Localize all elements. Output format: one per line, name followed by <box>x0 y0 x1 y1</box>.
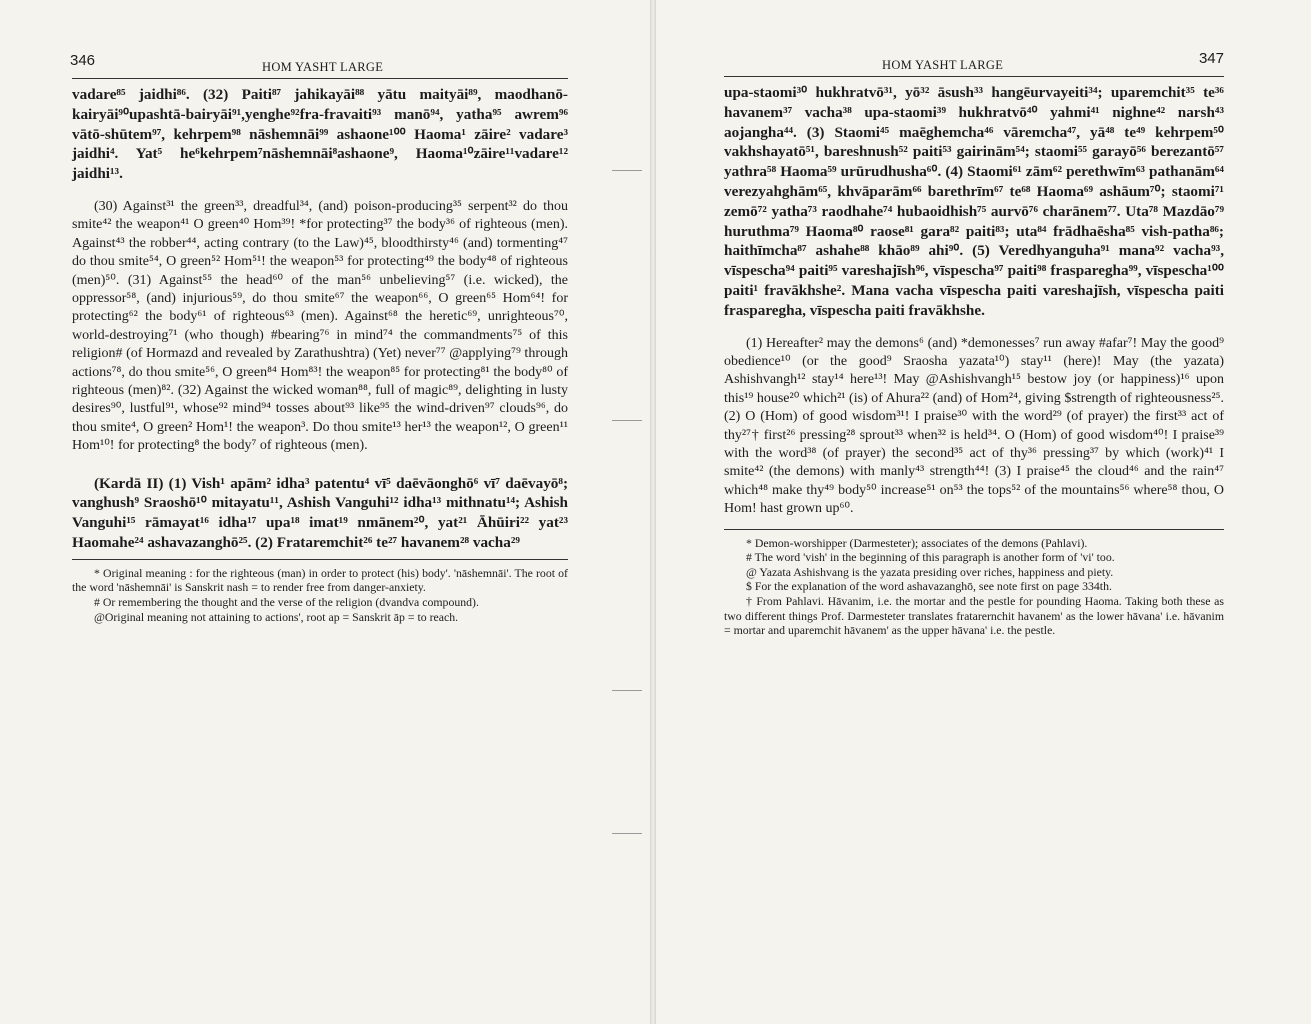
left-running-title: HOM YASHT LARGE <box>262 60 384 74</box>
margin-tick <box>612 690 642 691</box>
right-footnote-4: $ For the explanation of the word ashavazanghō, see note first on page 334th. <box>746 579 1112 594</box>
left-translation: (30) Against³¹ the green³³, dreadful³⁴, (and) poison-producing³⁵ serpent³² do thou smite⁴² the weapon⁴¹ O green⁴⁰ Hom³⁹! *for protecting³⁷ the body³⁶ of righteous (men). Against⁴³ the robber⁴⁴, acting contrary (to the Law)⁴⁵, bloodthirsty⁴⁶ (and) tormenting⁴⁷ do thou smite⁵⁴, O green⁵² Hom⁵¹! the weapon⁵³ for protecting⁴⁹ the body⁴⁸ of righteous (men)⁵⁰. (31) Against⁵⁵ the head⁶⁰ of the man⁵⁶ unbelieving⁵⁷ (i.e. wicked), the oppressor⁵⁸, (and) injurious⁵⁹, do thou smite⁶⁷ the weapon⁶⁶, O green⁶⁵ Hom⁶⁴! for protecting⁶² the body⁶¹ of righteous⁶³ (men). Against⁶⁸ the heretic⁶⁹, unrighteous⁷⁰, world-destroying⁷¹ (who though) #bearing⁷⁶ in mind⁷⁴ the commandments⁷⁵ of this religion# (of Hormazd and revealed by Zarathushtra) (Yet) never⁷⁷ @applying⁷⁹ through actions⁷⁸, do thou smite⁵⁶, O green⁸⁴ Hom⁸³! the weapon⁸⁵ for protecting⁸¹ the body⁸⁰ of righteous (men)⁸². (32) Against the wicked woman⁸⁸, full of magic⁸⁹, delighting in lusty desires⁹⁰, lustful⁹¹, whose⁹² mind⁹⁴ tosses about⁹³ like⁹⁵ the wind-driven⁹⁷ clouds⁹⁶, do thou smite⁴, O green² Hom¹! the weapon³. Do thou smite¹³ her¹³ the weapon¹², O green¹¹ Hom¹⁰! for protecting⁸ the body⁷ of righteous (men). <box>72 198 568 454</box>
right-page <box>656 0 1311 1024</box>
left-page-content <box>72 52 568 624</box>
left-footnote-3: @Original meaning not attaining to actions', root ap = Sanskrit āp = to reach. <box>94 609 459 624</box>
left-page-header <box>72 52 568 79</box>
right-page-content <box>724 50 1224 638</box>
left-footnote-1: * Original meaning : for the righteous (man) in order to protect (his) body'. 'nāshemnāi'. The root of the word 'nāshemnāi' is Sanskrit nash = to render free from danger-anxiety. <box>72 565 568 595</box>
right-running-title: HOM YASHT LARGE <box>882 58 1004 72</box>
right-page-number: 347 <box>1198 50 1224 67</box>
margin-tick <box>612 170 642 171</box>
left-avesta-text: vadare⁸⁵ jaidhi⁸⁶. (32) Paiti⁸⁷ jahikayāi⁸⁸ yātu maityāi⁸⁹, maodhanō-kairyāi⁹⁰upashtā-bairyāi⁹¹,yenghe⁹²fra-fravaiti⁹³ manō⁹⁴, yatha⁹⁵ awrem⁹⁶ vātō-shūtem⁹⁷, kehrpem⁹⁸ nāshemnāi⁹⁹ ashaone¹⁰⁰ Haoma¹ zāire² vadare³ jaidhi⁴. Yat⁵ he⁶kehrpem⁷nāshemnāi⁸ashaone⁹, Haoma¹⁰zāire¹¹vadare¹² jaidhi¹³. <box>72 86 568 183</box>
right-footnote-2: # The word 'vish' in the beginning of this paragraph is another form of 'vi' too. <box>746 550 1115 565</box>
right-footnote-3: @ Yazata Ashishvang is the yazata presiding over riches, happiness and piety. <box>746 564 1114 579</box>
margin-tick <box>612 833 642 834</box>
left-footnote-rule <box>72 559 568 560</box>
right-avesta-text: upa-staomi³⁰ hukhratvō³¹, yō³² āsush³³ hangēurvayeiti³⁴; uparemchit³⁵ te³⁶ havanem³⁷ vacha³⁸ upa-staomi³⁹ hukhratvō⁴⁰ yahmi⁴¹ nighne⁴² narsh⁴³ aojangha⁴⁴. (3) Staomi⁴⁵ maēghemcha⁴⁶ vāremcha⁴⁷, yā⁴⁸ te⁴⁹ kehrpem⁵⁰ vakhshayatō⁵¹, bareshnush⁵² paiti⁵³ gairinām⁵⁴; staomi⁵⁵ garayō⁵⁶ berezantō⁵⁷ yathra⁵⁸ Haoma⁵⁹ urūrudhusha⁶⁰. (4) Staomi⁶¹ zām⁶² perethwīm⁶³ pathanām⁶⁴ verezyahghām⁶⁵, khvāparām⁶⁶ barethrīm⁶⁷ te⁶⁸ Haoma⁶⁹ ashāum⁷⁰; staomi⁷¹ zemō⁷² yatha⁷³ raodhahe⁷⁴ hubaoidhish⁷⁵ aurvō⁷⁶ charānem⁷⁷. Uta⁷⁸ Mazdāo⁷⁹ huruthma⁷⁹ Haoma⁸⁰ raose⁸¹ gara⁸² paiti⁸³; uta⁸⁴ frādhaēsha⁸⁵ vish-patha⁸⁶; haithīmcha⁸⁷ ashahe⁸⁸ khāo⁸⁹ ahi⁹⁰. (5) Veredhyanguha⁹¹ mana⁹² vacha⁹³, vīspescha⁹⁴ paiti⁹⁵ vareshajīsh⁹⁶, vīspescha⁹⁷ paiti⁹⁸ frasparegha⁹⁹, vīspescha¹⁰⁰ paiti¹ fravākhshe². Mana vacha vīspescha paiti vareshajīsh, vīspescha paiti frasparegha, vīspescha paiti fravākhshe. <box>724 84 1224 319</box>
left-page <box>0 0 652 1024</box>
right-footnote-5: † From Pahlavi. Hāvanim, i.e. the mortar and the pestle for pounding Haoma. Taking both these as two different things Prof. Darmesteter translates fratarernchit havanem' as the lower hāvana' i.e. hāvanim = mortar and uparemchit hāvanem' as the upper hāvana' i.e. the pestle. <box>724 594 1224 638</box>
margin-tick <box>612 420 642 421</box>
right-footnote-rule <box>724 529 1224 530</box>
right-footnote-1: * Demon-worshipper (Darmesteter); associates of the demons (Pahlavi). <box>746 535 1088 550</box>
right-page-header <box>724 50 1224 77</box>
left-footnote-2: # Or remembering the thought and the verse of the religion (dvandva compound). <box>94 595 479 610</box>
left-karda-text: (Kardā II) (1) Vish¹ apām² idha³ patentu⁴ vī⁵ daēvāonghō⁶ vī⁷ daēvayō⁸; vanghush⁹ Sraoshō¹⁰ mitayatu¹¹, Ashish Vanguhi¹² idha¹³ mithnatu¹⁴; Ashish Vanguhi¹⁵ rāmayat¹⁶ idha¹⁷ upa¹⁸ imat¹⁹ nmānem²⁰, yat²¹ Āhūiri²² yat²³ Haomahe²⁴ ashavazanghō²⁵. (2) Frataremchit²⁶ te²⁷ havanem²⁸ vacha²⁹ <box>72 474 568 552</box>
left-page-number: 346 <box>70 52 96 69</box>
right-translation: (1) Hereafter² may the demons⁶ (and) *demonesses⁷ run away #afar⁷! May the good⁹ obedience¹⁰ (or the good⁹ Sraosha yazata¹⁰) stay¹¹ (here)! May (the yazata) Ashishvangh¹² stay¹⁴ here¹³! May @Ashishvangh¹⁵ bestow joy (or happiness)¹⁶ upon this¹⁹ house²⁰ which²¹ (is) of Ahura²² (and) of Hom²⁴, giving $strength of righteousness²⁵. (2) O (Hom) of good wisdom³¹! I praise³⁰ with the word²⁹ (of prayer) the first³³ act of thy²⁷† first²⁶ pressing²⁸ sprout³³ when³² is held³⁴. O (Hom) of good wisdom⁴⁰! I praise³⁹ with the word³⁸ (of prayer) the second³⁵ act of thy³⁶ pressing³⁷ by which (work)⁴¹ I smite⁴² (the demons) with manly⁴³ strength⁴⁴! (3) I praise⁴⁵ the cloud⁴⁶ and the rain⁴⁷ which⁴⁸ make thy⁴⁹ body⁵⁰ increase⁵¹ on⁵³ the tops⁵² of the mountains⁵⁶ where⁵⁸ thou, O Hom! hast grown up⁶⁰. <box>724 335 1224 517</box>
